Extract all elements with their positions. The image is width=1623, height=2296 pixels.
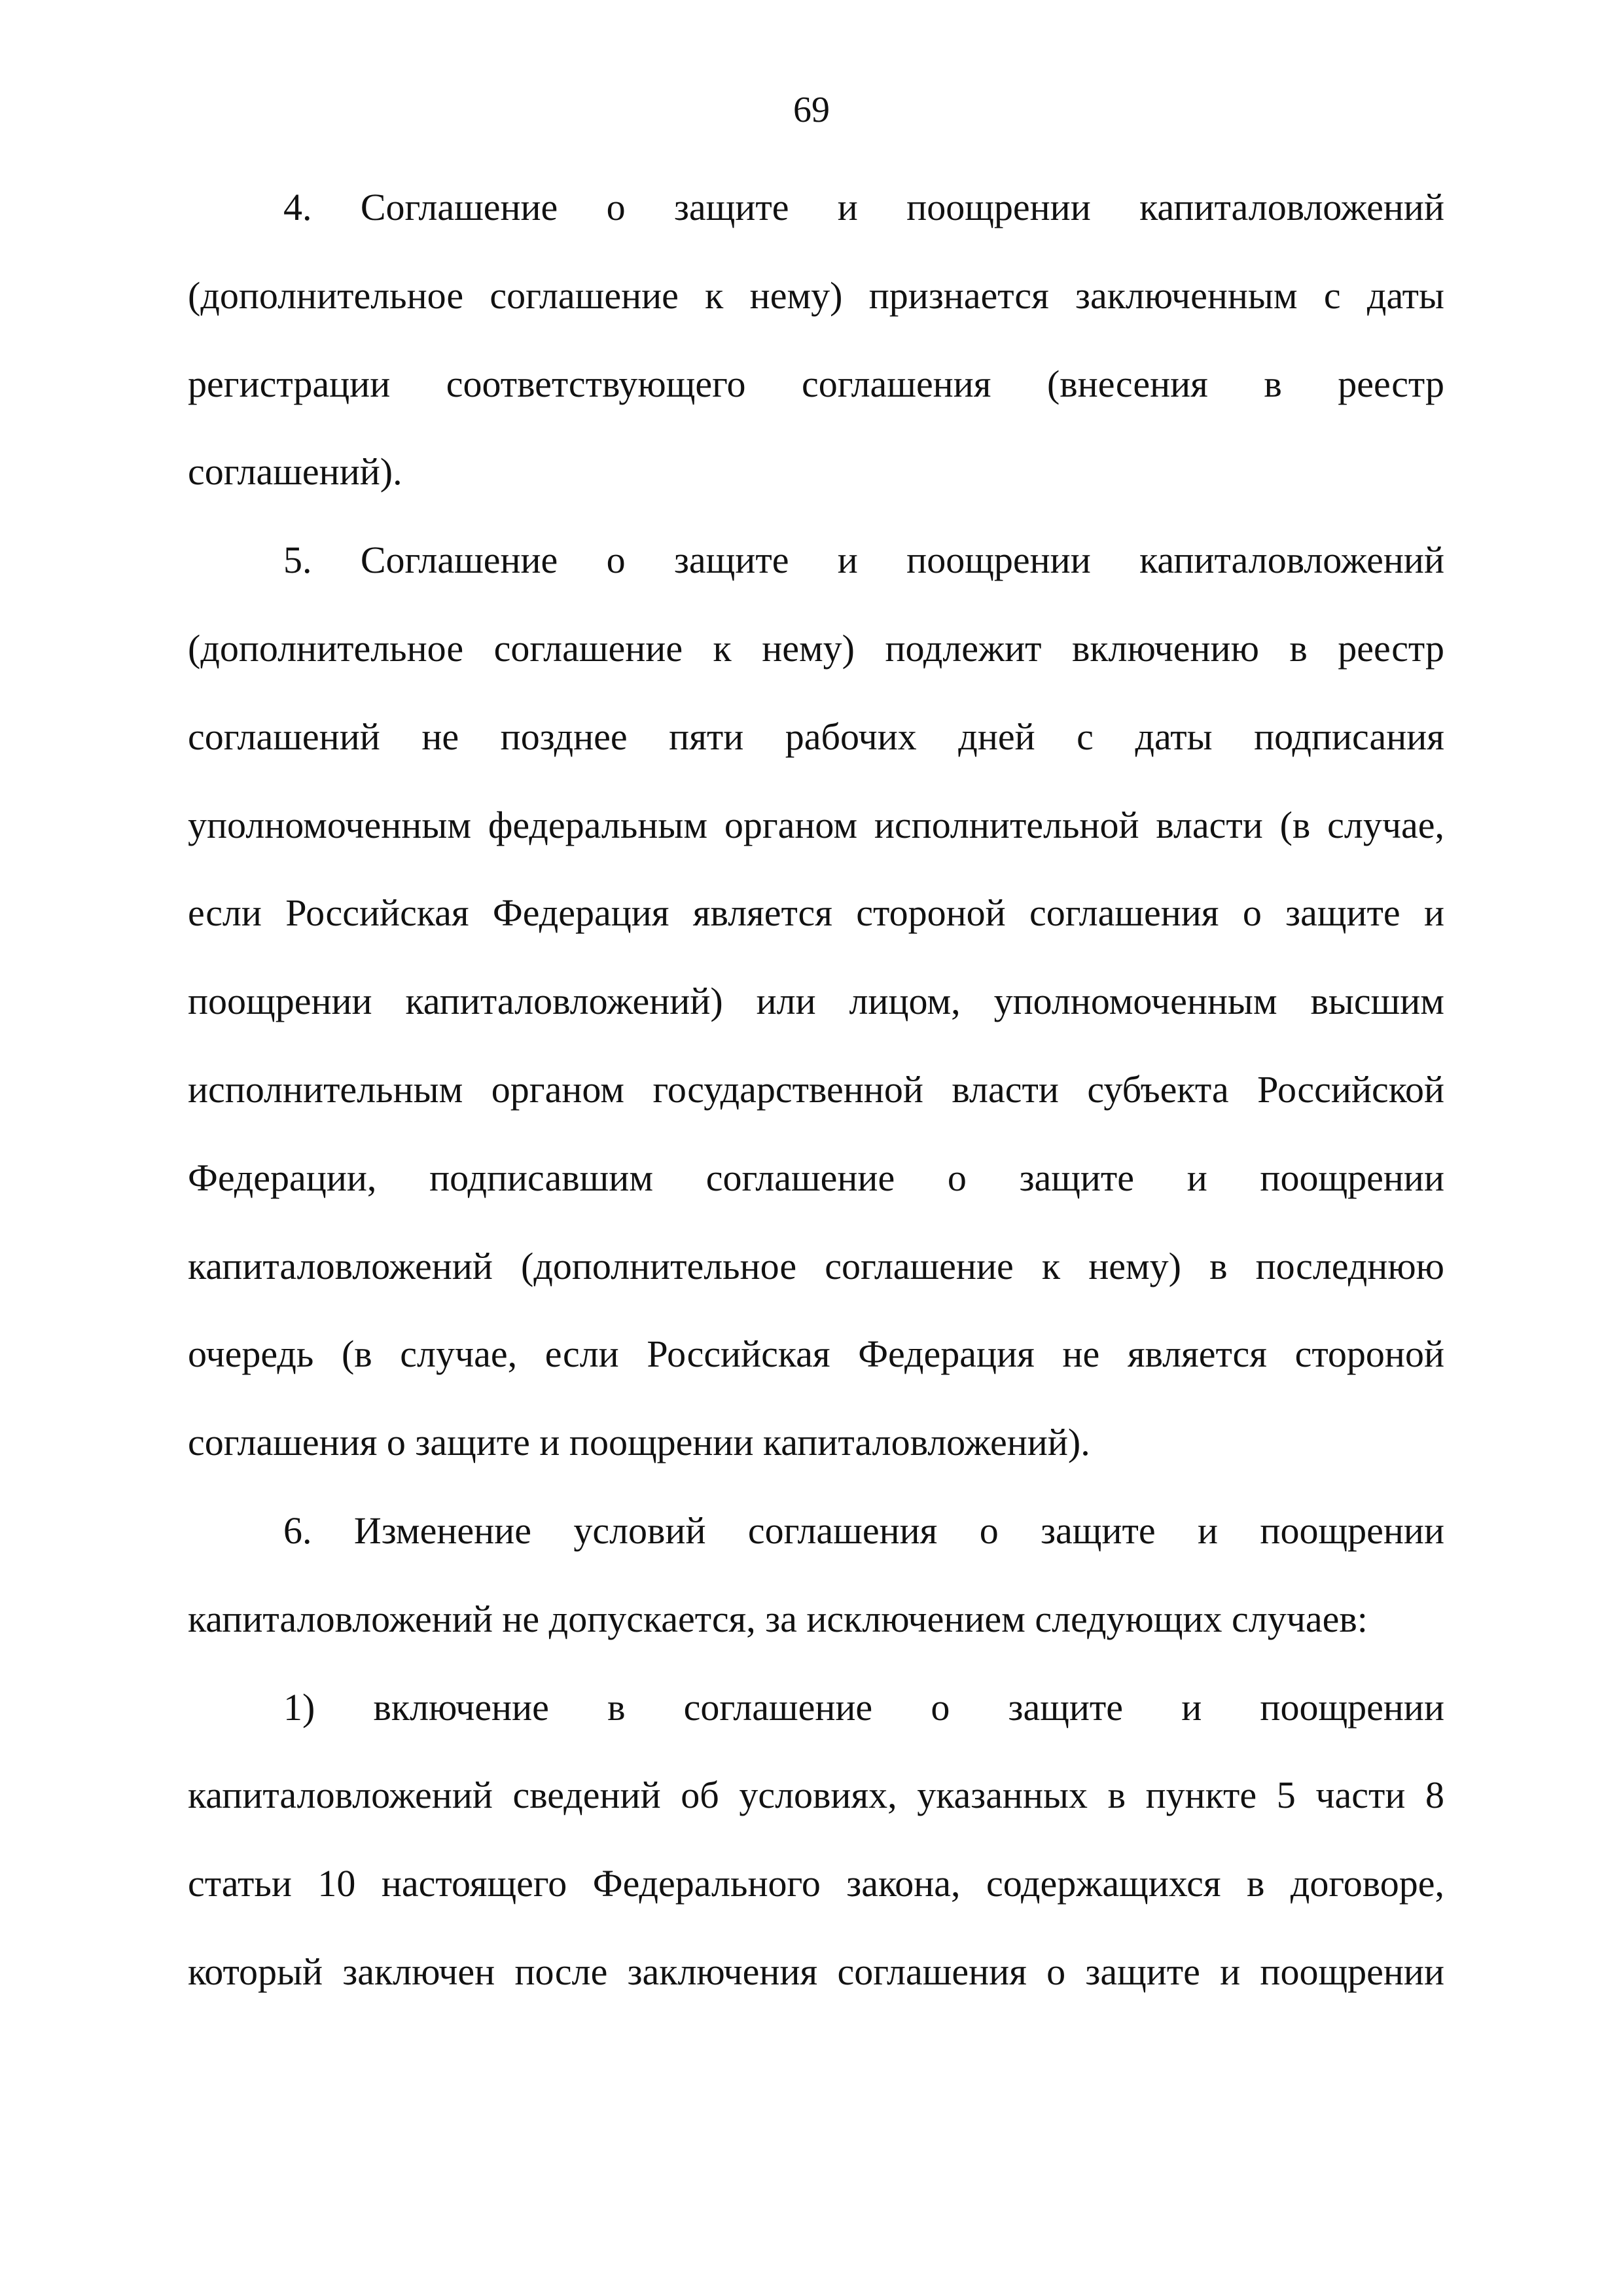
text-line: 5. Соглашение о защите и поощрении капиталовложений [283,539,1444,582]
text-line: регистрации соответствующего соглашения (внесения в реестр [188,362,1444,405]
text-line: соглашений не позднее пяти рабочих дней с даты подписания [188,715,1444,758]
text-line: соглашений). [188,450,402,493]
text-line: 6. Изменение условий соглашения о защите и поощрении [283,1509,1444,1552]
text-line: поощрении капиталовложений) или лицом, уполномоченным высшим [188,980,1444,1023]
text-line: статьи 10 настоящего Федерального закона, содержащихся в договоре, [188,1862,1444,1905]
page-number: 69 [793,90,830,130]
text-line: капиталовложений (дополнительное соглашение к нему) в последнюю [188,1244,1444,1287]
text-line: который заключен после заключения соглашения о защите и поощрении [188,1950,1444,1993]
text-line: капиталовложений сведений об условиях, указанных в пункте 5 части 8 [188,1774,1444,1817]
text-line: уполномоченным федеральным органом исполнительной власти (в случае, [188,803,1444,846]
paragraph-4 [188,164,1444,516]
paragraph-5 [188,516,1444,1487]
text-line: исполнительным органом государственной власти субъекта Российской [188,1067,1444,1111]
text-line: 1) включение в соглашение о защите и поощрении [283,1685,1444,1729]
text-line: 4. Соглашение о защите и поощрении капиталовложений [283,186,1444,228]
text-line: Федерации, подписавшим соглашение о защите и поощрении [188,1156,1444,1199]
document-body [188,164,1444,2017]
paragraph-6-item-1 [188,1664,1444,2017]
text-line: соглашения о защите и поощрении капиталовложений). [188,1421,1090,1464]
text-line: капиталовложений не допускается, за исключением следующих случаев: [188,1597,1368,1640]
text-line: если Российская Федерация является стороной соглашения о защите и [188,891,1444,935]
text-line: (дополнительное соглашение к нему) подлежит включению в реестр [188,626,1444,670]
text-line: (дополнительное соглашение к нему) признается заключенным с даты [188,274,1444,317]
text-line: очередь (в случае, если Российская Федерация не является стороной [188,1333,1444,1376]
paragraph-6 [188,1487,1444,1664]
